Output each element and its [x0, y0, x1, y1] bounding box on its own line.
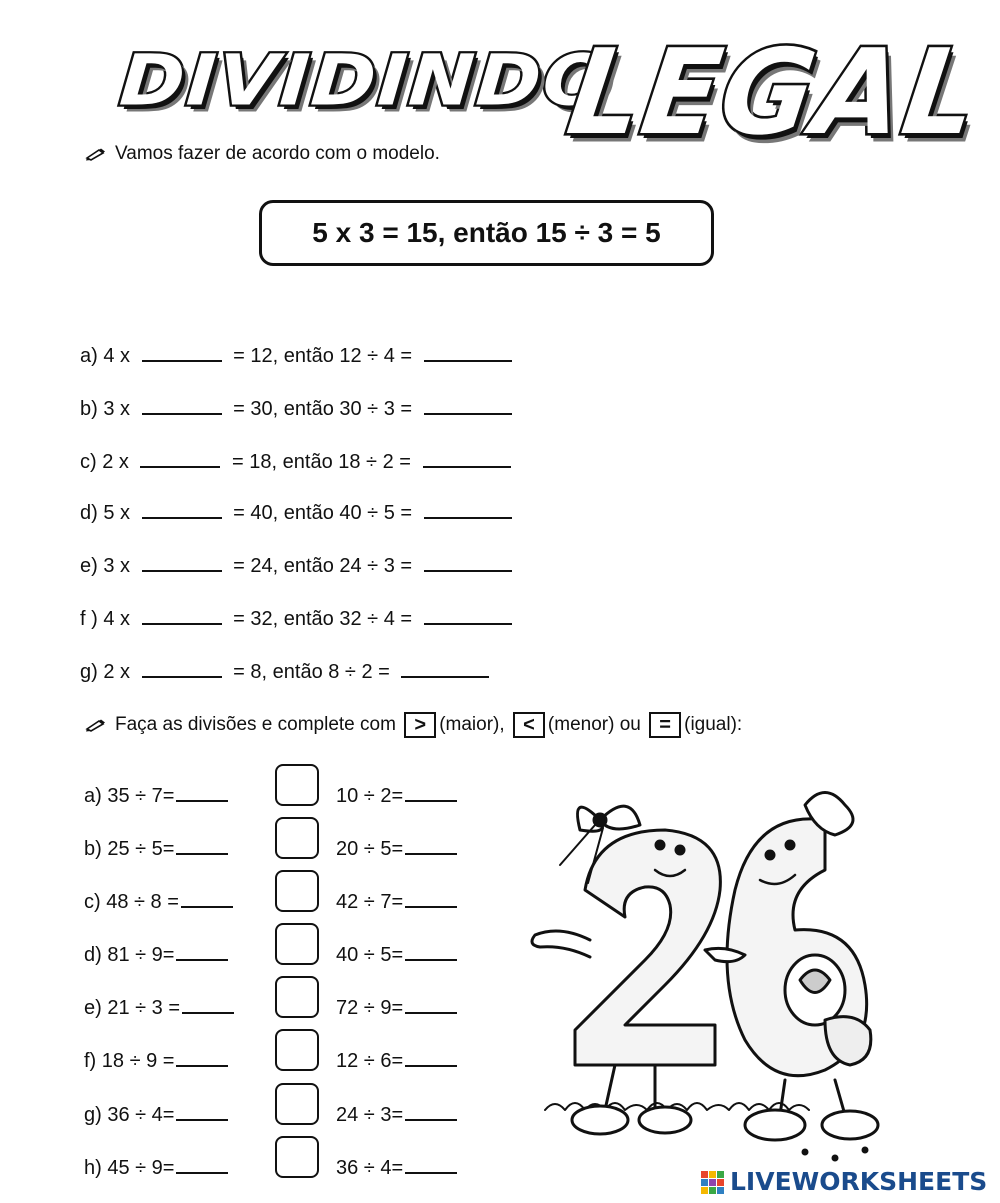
answer-blank-quotient[interactable] [424, 393, 512, 415]
division-left-d [84, 939, 228, 967]
section2-instruction-text: Faça as divisões e complete com [115, 714, 396, 736]
division-left-c [84, 886, 233, 914]
answer-blank-quotient[interactable] [424, 340, 512, 362]
exercise-factor: 2 x [103, 661, 131, 683]
division-right-text: 20 ÷ 5= [336, 838, 404, 860]
exercise-g [80, 656, 495, 684]
exercise-label: a) [80, 345, 98, 367]
exercise-label: c) [80, 451, 97, 473]
comparison-answer-box[interactable] [275, 976, 319, 1018]
answer-blank-quotient[interactable] [401, 656, 489, 678]
exercise-e [80, 550, 518, 578]
liveworksheets-brand[interactable] [700, 1167, 987, 1197]
exercise-label: e) [80, 555, 98, 577]
division-left-f [84, 1045, 228, 1073]
answer-blank-factor[interactable] [142, 393, 222, 415]
equal-symbol-box: = [649, 712, 681, 738]
answer-blank-quotient[interactable] [424, 497, 512, 519]
division-answer-blank[interactable] [405, 833, 457, 855]
division-left-g [84, 1099, 228, 1127]
division-answer-blank[interactable] [405, 886, 457, 908]
exercise-a [80, 340, 518, 368]
exercise-factor: 4 x [103, 608, 131, 630]
answer-blank-factor[interactable] [142, 497, 222, 519]
division-answer-blank[interactable] [405, 1045, 457, 1067]
pencil-icon [85, 718, 107, 732]
division-left-text: b) 25 ÷ 5= [84, 838, 175, 860]
division-left-e [84, 992, 234, 1020]
exercise-label: b) [80, 398, 98, 420]
division-answer-blank[interactable] [405, 780, 457, 802]
comparison-answer-box[interactable] [275, 923, 319, 965]
exercise-d [80, 497, 518, 525]
answer-blank-factor[interactable] [142, 603, 222, 625]
division-left-text: e) 21 ÷ 3 = [84, 997, 181, 1019]
division-right-b [336, 833, 457, 861]
division-left-text: a) 35 ÷ 7= [84, 785, 175, 807]
pencil-icon [85, 147, 107, 161]
division-answer-blank[interactable] [176, 780, 228, 802]
division-left-text: c) 48 ÷ 8 = [84, 891, 179, 913]
answer-blank-factor[interactable] [142, 656, 222, 678]
greater-symbol-box: > [404, 712, 436, 738]
division-answer-blank[interactable] [405, 939, 457, 961]
division-right-f [336, 1045, 457, 1073]
exercise-middle: = 40, então 40 ÷ 5 = [233, 502, 413, 524]
model-example-box [259, 200, 714, 266]
exercise-c [80, 446, 517, 474]
division-right-text: 12 ÷ 6= [336, 1050, 404, 1072]
liveworksheets-logo-icon [700, 1170, 726, 1196]
exercise-middle: = 24, então 24 ÷ 3 = [233, 555, 413, 577]
division-right-e [336, 992, 457, 1020]
division-answer-blank[interactable] [182, 992, 234, 1014]
division-left-text: f) 18 ÷ 9 = [84, 1050, 175, 1072]
exercise-factor: 5 x [103, 502, 131, 524]
division-answer-blank[interactable] [405, 992, 457, 1014]
comparison-answer-box[interactable] [275, 764, 319, 806]
division-answer-blank[interactable] [176, 833, 228, 855]
comparison-answer-box[interactable] [275, 1136, 319, 1178]
comparison-answer-box[interactable] [275, 870, 319, 912]
division-right-text: 10 ÷ 2= [336, 785, 404, 807]
exercise-b [80, 393, 518, 421]
division-right-text: 42 ÷ 7= [336, 891, 404, 913]
title-part-1: DIVIDINDO [117, 40, 615, 122]
answer-blank-factor[interactable] [142, 550, 222, 572]
exercise-middle: = 32, então 32 ÷ 4 = [233, 608, 413, 630]
division-left-text: d) 81 ÷ 9= [84, 944, 175, 966]
comparison-answer-box[interactable] [275, 817, 319, 859]
section2-instruction [85, 712, 742, 738]
less-label: (menor) ou [547, 714, 641, 736]
division-answer-blank[interactable] [176, 1099, 228, 1121]
answer-blank-quotient[interactable] [423, 446, 511, 468]
exercise-middle: = 8, então 8 ÷ 2 = [233, 661, 390, 683]
exercise-factor: 3 x [103, 555, 131, 577]
title-part-2: LEGAL [560, 24, 988, 162]
exercise-factor: 4 x [103, 345, 131, 367]
exercise-middle: = 30, então 30 ÷ 3 = [233, 398, 413, 420]
number-characters-illustration [505, 780, 905, 1170]
division-answer-blank[interactable] [176, 1152, 228, 1174]
division-right-a [336, 780, 457, 808]
exercise-middle: = 12, então 12 ÷ 4 = [233, 345, 413, 367]
section1-instruction [85, 143, 440, 165]
exercise-factor: 2 x [102, 451, 129, 473]
division-right-text: 24 ÷ 3= [336, 1104, 404, 1126]
greater-label: (maior), [439, 714, 505, 736]
model-example-text: 5 x 3 = 15, então 15 ÷ 3 = 5 [312, 217, 661, 248]
exercise-middle: = 18, então 18 ÷ 2 = [232, 451, 411, 473]
division-right-text: 36 ÷ 4= [336, 1157, 404, 1179]
exercise-factor: 3 x [103, 398, 131, 420]
exercise-label: d) [80, 502, 98, 524]
division-answer-blank[interactable] [405, 1099, 457, 1121]
exercise-label: g) [80, 661, 98, 683]
division-right-text: 40 ÷ 5= [336, 944, 404, 966]
division-answer-blank[interactable] [176, 939, 228, 961]
answer-blank-quotient[interactable] [424, 603, 512, 625]
answer-blank-factor[interactable] [140, 446, 220, 468]
exercise-label: f ) [80, 608, 98, 630]
division-answer-blank[interactable] [405, 1152, 457, 1174]
less-symbol-box: < [513, 712, 545, 738]
division-right-c [336, 886, 457, 914]
brand-text: LIVEWORKSHEETS [730, 1167, 988, 1196]
division-right-h [336, 1152, 457, 1180]
equal-label: (igual): [684, 714, 743, 736]
answer-blank-factor[interactable] [142, 340, 222, 362]
comparison-answer-box[interactable] [275, 1083, 319, 1125]
division-answer-blank[interactable] [176, 1045, 228, 1067]
division-right-g [336, 1099, 457, 1127]
division-right-d [336, 939, 457, 967]
division-right-text: 72 ÷ 9= [336, 997, 404, 1019]
division-left-a [84, 780, 228, 808]
answer-blank-quotient[interactable] [424, 550, 512, 572]
division-left-b [84, 833, 228, 861]
comparison-answer-box[interactable] [275, 1029, 319, 1071]
division-left-text: g) 36 ÷ 4= [84, 1104, 175, 1126]
section1-instruction-text: Vamos fazer de acordo com o modelo. [115, 143, 440, 164]
division-answer-blank[interactable] [181, 886, 233, 908]
exercise-f [80, 603, 518, 631]
division-left-text: h) 45 ÷ 9= [84, 1157, 175, 1179]
division-left-h [84, 1152, 228, 1180]
